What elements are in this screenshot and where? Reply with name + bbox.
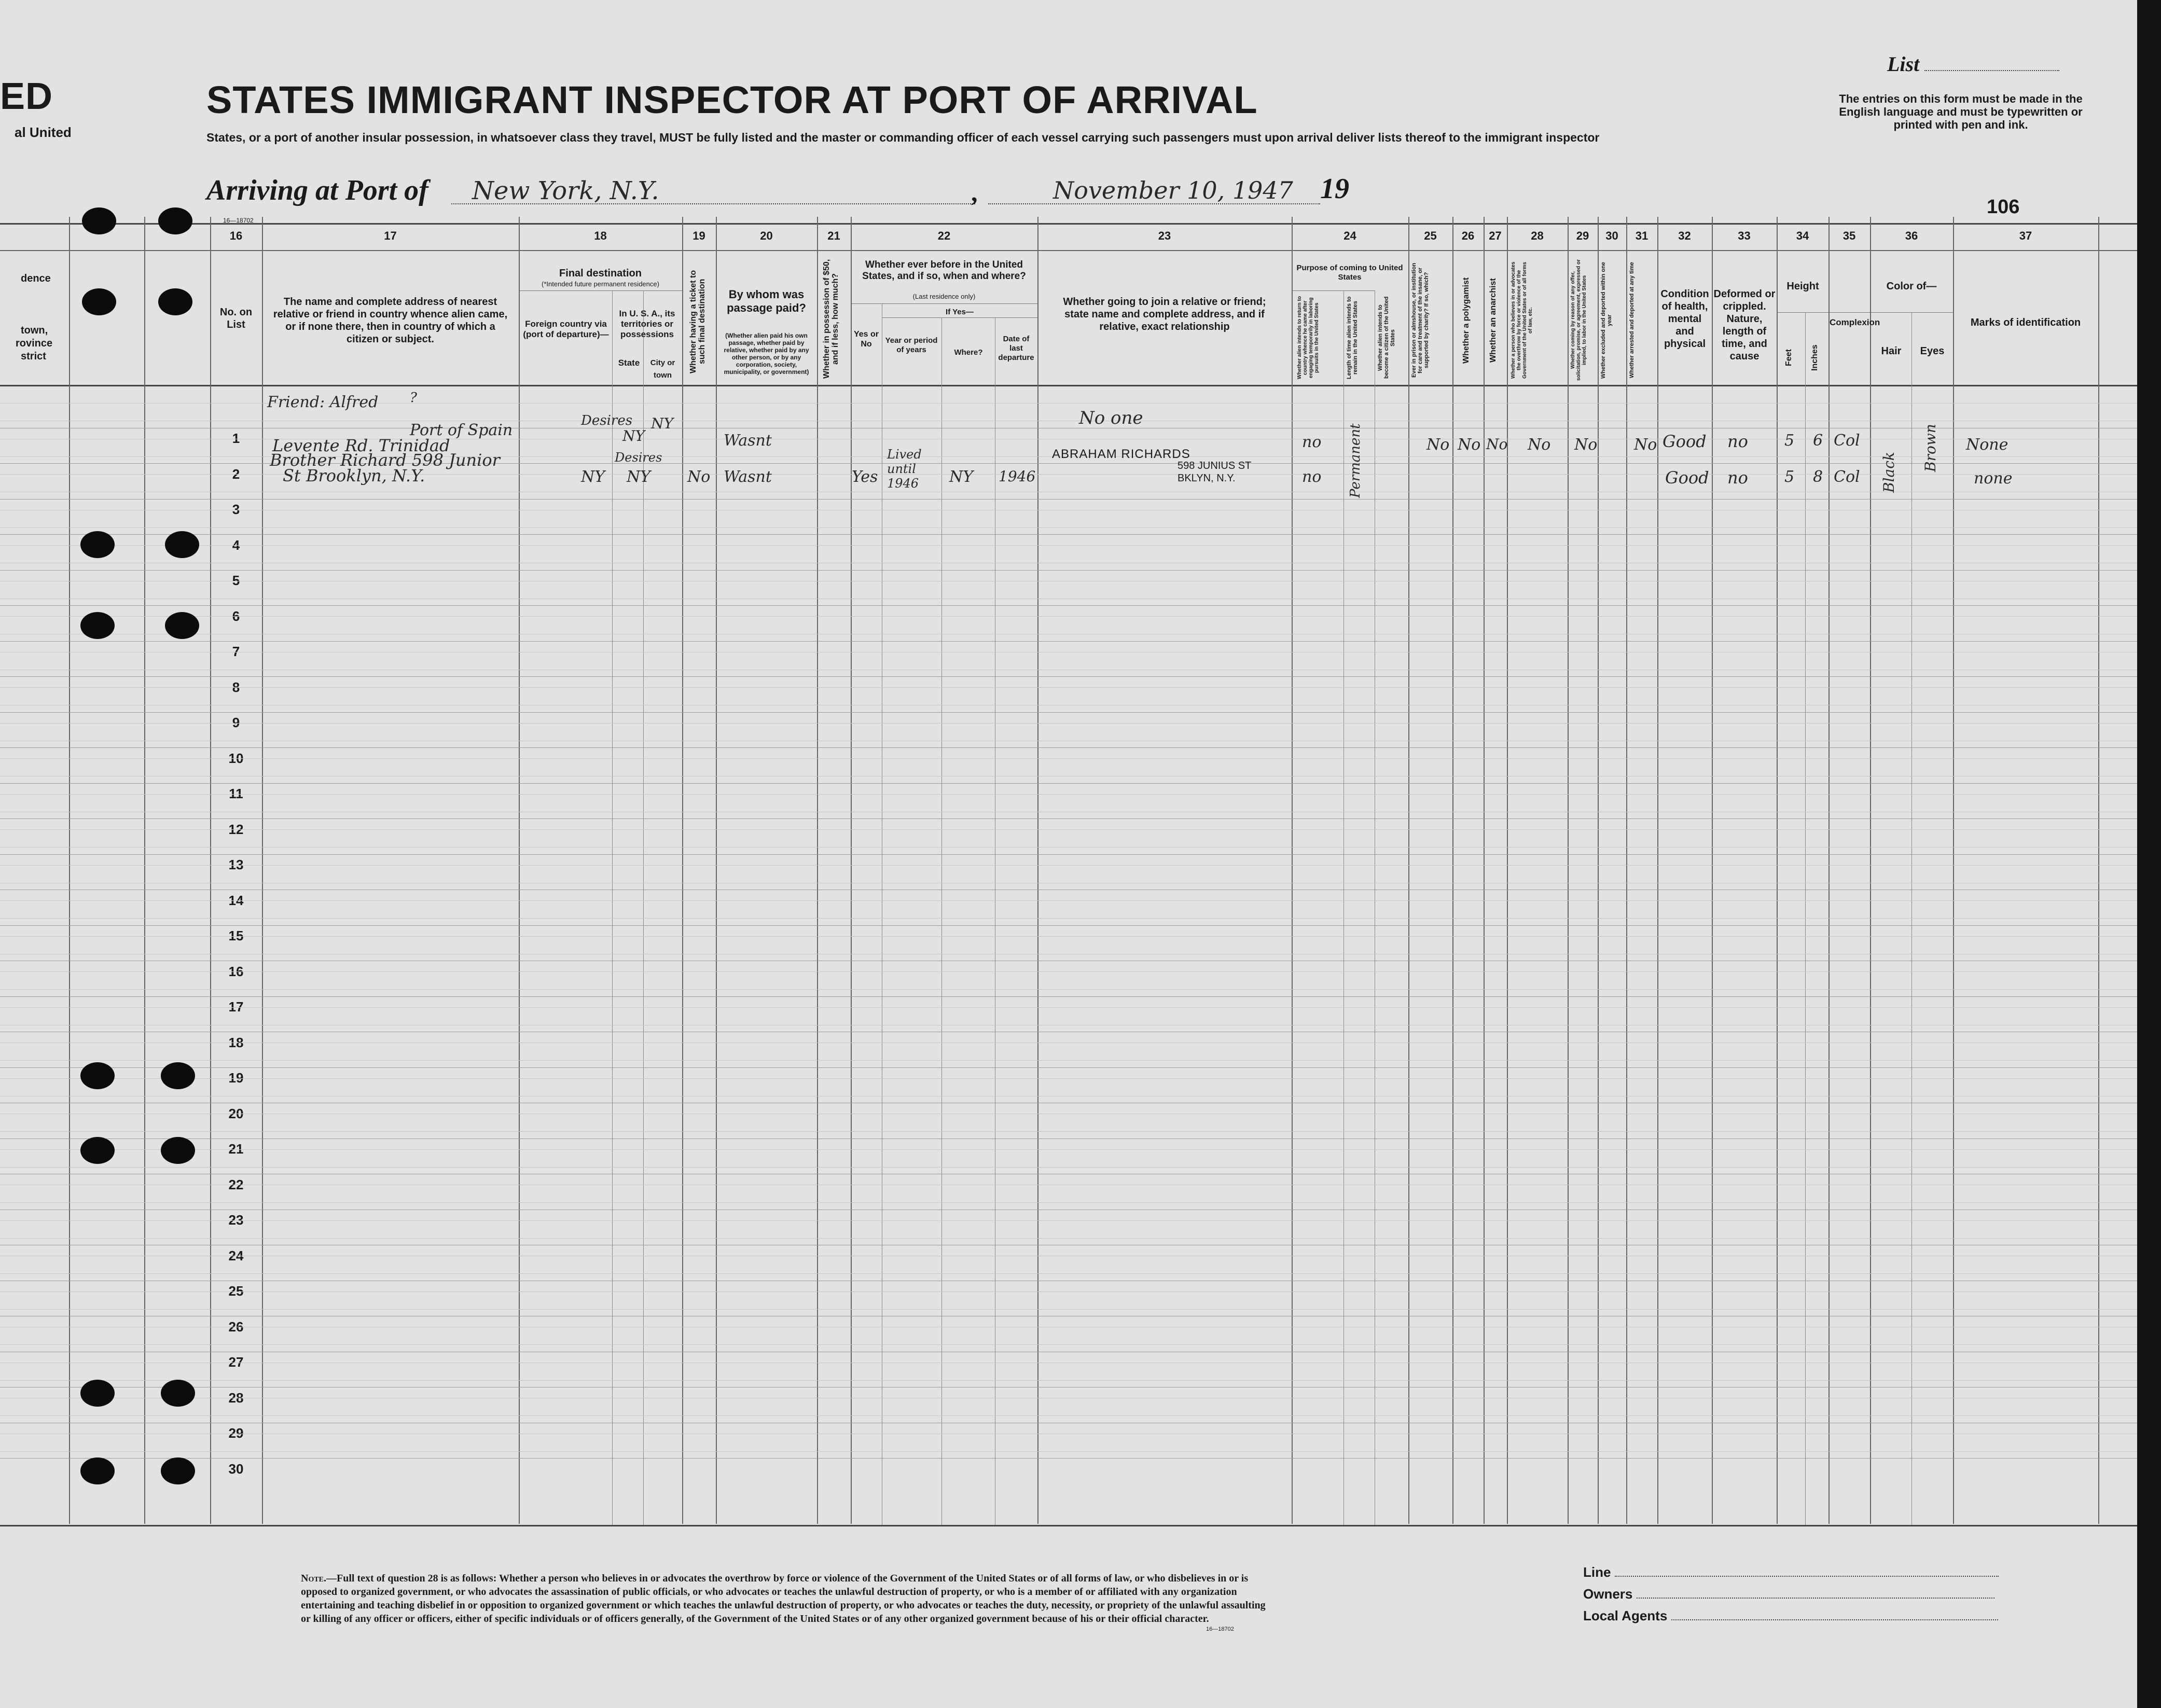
ruled-line bbox=[0, 936, 2137, 937]
year-prefix: 19 bbox=[1320, 173, 1349, 205]
vline bbox=[1343, 290, 1344, 1525]
header-excluded: Whether excluded and deported within one year bbox=[1600, 262, 1613, 379]
row-number: 20 bbox=[228, 1105, 244, 1121]
ruled-line bbox=[0, 616, 2137, 617]
footer-agents-label: Local Agents bbox=[1583, 1608, 1998, 1624]
header-marks: Marks of identification bbox=[1970, 317, 2081, 328]
row-number: 12 bbox=[228, 821, 244, 837]
ruled-line bbox=[0, 758, 2137, 759]
entry-row2-relative: Brother Richard 598 Junior bbox=[270, 450, 500, 470]
vline bbox=[1870, 217, 1871, 1524]
row-number: 29 bbox=[228, 1425, 244, 1441]
row-number: 25 bbox=[228, 1283, 244, 1299]
row-number: 28 bbox=[228, 1390, 244, 1406]
punch-hole bbox=[80, 531, 115, 558]
header-purpose: Purpose of coming to United States bbox=[1296, 263, 1403, 282]
vline bbox=[519, 217, 520, 1524]
header-where: Where? bbox=[954, 348, 983, 357]
header-usa-territories: In U. S. A., its territories or possessions bbox=[619, 309, 675, 339]
entry-row1-c29: No bbox=[1574, 436, 1598, 454]
entry-row1-complexion: Col bbox=[1834, 432, 1860, 450]
header-fifty-dollars: Whether in possession of $50, and if less, how much? bbox=[822, 259, 840, 379]
form-instructions: The entries on this form must be made in the English language and must be typewritten or printed with pen and ink. bbox=[1839, 92, 2083, 131]
col-num-37: 37 bbox=[2019, 229, 2032, 242]
header-complexion: Complexion bbox=[1830, 317, 1880, 327]
entry-row1-c26: No bbox=[1458, 436, 1481, 454]
col-num-22: 22 bbox=[937, 229, 951, 242]
entry-row1-c24a: no bbox=[1302, 433, 1322, 451]
row-number: 9 bbox=[232, 715, 240, 730]
col-num-28: 28 bbox=[1531, 229, 1544, 242]
punch-hole bbox=[80, 612, 115, 639]
row-rule bbox=[0, 712, 2137, 713]
punch-hole bbox=[158, 288, 192, 315]
entry-row1-feet: 5 bbox=[1784, 432, 1795, 450]
header-feet: Feet bbox=[1784, 349, 1793, 367]
footer-line-label: Line bbox=[1583, 1564, 1999, 1580]
row-rule bbox=[0, 1138, 2137, 1139]
table-top-border bbox=[0, 223, 2137, 225]
vline bbox=[1037, 217, 1038, 1524]
header-relative-address: The name and complete address of nearest relative or friend in country whence alien came, or if none there, then in country of which a citizen or subject. bbox=[273, 296, 508, 345]
punch-hole bbox=[80, 1062, 115, 1089]
vline bbox=[1953, 217, 1954, 1524]
row-number: 16 bbox=[228, 963, 244, 979]
ruled-line bbox=[0, 1131, 2137, 1132]
ruled-line bbox=[0, 545, 2137, 546]
left-fragment-header-2: town, bbox=[21, 325, 48, 336]
row-number: 6 bbox=[232, 608, 240, 624]
col-num-31: 31 bbox=[1635, 229, 1649, 242]
ruled-line bbox=[0, 1451, 2137, 1452]
ruled-line bbox=[0, 1415, 2137, 1416]
ruled-line bbox=[0, 794, 2137, 795]
row-rule bbox=[0, 676, 2137, 677]
entry-row2-complexion: Col bbox=[1834, 468, 1860, 486]
footer-note-label: Note. bbox=[301, 1573, 327, 1584]
ruled-line bbox=[0, 1078, 2137, 1079]
vline bbox=[1484, 217, 1485, 1524]
punch-hole bbox=[161, 1137, 195, 1164]
row-number: 21 bbox=[228, 1141, 244, 1157]
header-if-yes: If Yes— bbox=[946, 308, 974, 316]
vline bbox=[612, 290, 613, 1525]
row-number: 11 bbox=[229, 786, 243, 801]
col-num-16: 16 bbox=[229, 229, 243, 242]
row-number: 17 bbox=[228, 999, 244, 1015]
punch-hole bbox=[82, 288, 116, 315]
vline bbox=[144, 217, 145, 1524]
column-number-divider bbox=[0, 250, 2137, 251]
header-purpose-citizen: Whether alien intends to become a citizen of the United States bbox=[1377, 296, 1396, 379]
entry-row1-c27: No bbox=[1486, 436, 1508, 453]
ruled-line bbox=[0, 918, 2137, 919]
ruled-line bbox=[0, 1344, 2137, 1345]
ruled-line bbox=[0, 847, 2137, 848]
header-color-of: Color of— bbox=[1886, 281, 1937, 292]
entry-row2-date: 1946 bbox=[999, 468, 1036, 485]
form-title: STATES IMMIGRANT INSPECTOR AT PORT OF ARRIVAL bbox=[206, 78, 1258, 121]
row-number: 24 bbox=[228, 1247, 244, 1263]
vline bbox=[817, 217, 818, 1524]
row-number: 18 bbox=[228, 1034, 244, 1050]
vline bbox=[716, 217, 717, 1524]
header-foreign-country: Foreign country via (port of departure)— bbox=[523, 319, 609, 339]
header-left-fragment-sub: al United bbox=[15, 124, 72, 140]
entry-row2-c24b: Permanent bbox=[1348, 423, 1363, 498]
row-rule bbox=[0, 747, 2137, 748]
arriving-label: Arriving at Port of bbox=[206, 174, 428, 206]
entry-row2-state-note: Desires bbox=[615, 450, 662, 465]
header-join-relative: Whether going to join a relative or friend; state name and complete address, and if relative, exact relationship bbox=[1063, 296, 1266, 332]
col-num-34: 34 bbox=[1796, 229, 1809, 242]
entry-row1-relative: Levente Rd. Trinidad bbox=[272, 436, 450, 455]
header-polygamist: Whether a polygamist bbox=[1462, 277, 1471, 364]
vline bbox=[1777, 217, 1778, 1524]
entry-row1-join: No one bbox=[1079, 408, 1143, 428]
col-num-17: 17 bbox=[384, 229, 397, 242]
vline bbox=[1626, 217, 1627, 1524]
date-value: November 10, 1947 bbox=[1053, 176, 1293, 204]
ruled-line bbox=[0, 687, 2137, 688]
col-num-27: 27 bbox=[1489, 229, 1502, 242]
col-num-30: 30 bbox=[1605, 229, 1618, 242]
footer-note-text: —Full text of question 28 is as follows: Whether a person who believes in or advocates the overthrow by force or violence of the Government of the United States or of all forms of law, or who disbelieves in or is opposed to organized government, or who advocates the assassination of public officials, or who advocates or teaches the unlawful destruction of property, or who is a member of or affiliated with any organization entertaining and teaching disbelief in or opposition to organized government or which teaches the unlawful destruction of property, or who advocates or teaches the duty, necessity, or propriety of the unlawful assaulting or killing of any officer or officers, either of specific individuals or of officers generally, of the Government of the United States or of any other organized government because of his or their official character. bbox=[301, 1573, 1266, 1624]
row-number: 14 bbox=[228, 892, 244, 908]
row-number: 30 bbox=[228, 1461, 244, 1477]
entry-row2-hair: Black bbox=[1880, 452, 1897, 493]
row-number: 1 bbox=[232, 431, 240, 446]
vline bbox=[1657, 217, 1658, 1524]
page-number: 106 bbox=[1987, 196, 2020, 218]
entry-row2-marks: none bbox=[1974, 469, 2013, 488]
row-number: 3 bbox=[232, 502, 240, 517]
vline bbox=[1712, 217, 1713, 1524]
entry-row2-relative2: St Brooklyn, N.Y. bbox=[283, 466, 425, 485]
punch-hole bbox=[80, 1457, 115, 1484]
entry-row2-health: Good bbox=[1665, 468, 1709, 488]
row-number: 2 bbox=[232, 466, 240, 482]
header-left-fragment: ED bbox=[0, 76, 53, 117]
row-number: 23 bbox=[228, 1212, 244, 1228]
header-arrested: Whether arrested and deported at any time bbox=[1629, 262, 1635, 379]
entry-row1-above: Friend: Alfred bbox=[267, 393, 379, 411]
row-number: 22 bbox=[228, 1176, 244, 1192]
footer-owners-label: Owners bbox=[1583, 1586, 1994, 1602]
left-fragment-header-1: dence bbox=[21, 273, 51, 284]
vline bbox=[1828, 217, 1830, 1524]
header-purpose-length: Length of time alien intends to remain in the United States bbox=[1346, 296, 1359, 379]
entry-row2-years: Lived until 1946 bbox=[887, 447, 922, 491]
header-health: Condition of health, mental and physical bbox=[1660, 288, 1709, 350]
entry-row1-c25: No bbox=[1426, 436, 1450, 454]
row-number: 15 bbox=[228, 928, 244, 943]
header-passage-note: (Whether alien paid his own passage, whether paid by relative, whether paid by any other person, or by any corporation, society, municipality, or government) bbox=[724, 332, 809, 376]
vline bbox=[1598, 217, 1599, 1524]
port-comma: , bbox=[971, 178, 978, 207]
col-num-24: 24 bbox=[1343, 229, 1356, 242]
entry-row2-deformed: no bbox=[1727, 468, 1748, 488]
port-value: New York, N.Y. bbox=[472, 176, 659, 205]
ruled-line bbox=[0, 1167, 2137, 1168]
left-fragment-header-4: strict bbox=[21, 351, 46, 362]
row-number: 4 bbox=[232, 537, 240, 553]
entry-row2-where: NY bbox=[949, 468, 974, 486]
footer-note bbox=[301, 1572, 1276, 1626]
header-final-destination: Final destination bbox=[559, 268, 642, 279]
ruled-line bbox=[0, 1273, 2137, 1274]
row-rule bbox=[0, 783, 2137, 784]
ruled-line bbox=[0, 1238, 2137, 1239]
entry-row2-join-addr: 598 JUNIUS ST BKLYN, N.Y. bbox=[1178, 460, 1251, 484]
entry-row2-ticket: No bbox=[687, 468, 711, 486]
punch-hole bbox=[82, 207, 116, 234]
ruled-line bbox=[0, 971, 2137, 972]
entry-row1-state: Desires bbox=[581, 413, 633, 428]
header-year-period: Year or period of years bbox=[885, 336, 938, 354]
form-subtitle: States, or a port of another insular possession, in whatsoever class they travel, MUST be fully listed and the master or commanding officer of each vessel carrying such passengers must upon arrival deliver lists thereof to the immigrant inspector bbox=[206, 131, 1600, 144]
vline bbox=[1568, 217, 1569, 1524]
row-rule bbox=[0, 996, 2137, 997]
row-rule bbox=[0, 1458, 2137, 1459]
entry-row1-deformed: no bbox=[1727, 432, 1748, 451]
row-number: 27 bbox=[228, 1354, 244, 1370]
header-prison: Ever in prison or almshouse, or institution for care and treatment of the insane, or supported by charity? If so, which? bbox=[1411, 262, 1430, 378]
punch-hole bbox=[158, 207, 192, 234]
col-num-29: 29 bbox=[1576, 229, 1589, 242]
entry-row1-c28: No bbox=[1528, 436, 1551, 454]
entry-row2-join: ABRAHAM RICHARDS bbox=[1052, 447, 1190, 461]
punch-hole bbox=[161, 1457, 195, 1484]
entry-row2-city: NY bbox=[627, 468, 651, 486]
row-number: 19 bbox=[228, 1070, 244, 1086]
entry-row1-port: Port of Spain bbox=[410, 421, 513, 439]
col-num-25: 25 bbox=[1424, 229, 1437, 242]
ruled-line bbox=[0, 1309, 2137, 1310]
row-number: 13 bbox=[228, 857, 244, 872]
ruled-line bbox=[0, 900, 2137, 901]
punch-hole bbox=[161, 1380, 195, 1407]
header-eyes: Eyes bbox=[1920, 345, 1945, 357]
col-num-36: 36 bbox=[1905, 229, 1918, 242]
entry-row2-inches: 8 bbox=[1813, 468, 1823, 486]
c34-36-sub-line bbox=[1777, 312, 1953, 313]
col-num-23: 23 bbox=[1158, 229, 1171, 242]
row-rule bbox=[0, 605, 2137, 606]
punch-hole bbox=[80, 1137, 115, 1164]
header-state: State bbox=[618, 358, 640, 368]
row-number: 26 bbox=[228, 1318, 244, 1335]
entry-row1-marks: None bbox=[1966, 436, 2008, 454]
c24-sub-line bbox=[1292, 290, 1375, 291]
col-num-26: 26 bbox=[1461, 229, 1475, 242]
ruled-line bbox=[0, 1007, 2137, 1008]
row-rule bbox=[0, 1067, 2137, 1068]
entry-row1-inches: 6 bbox=[1813, 432, 1823, 450]
entry-row2-c24a: no bbox=[1302, 468, 1322, 486]
vline bbox=[1408, 217, 1409, 1524]
header-hair: Hair bbox=[1881, 345, 1902, 357]
ruled-line bbox=[0, 1380, 2137, 1381]
header-final-destination-note: (*Intended future permanent residence) bbox=[542, 280, 659, 288]
list-label: List bbox=[1887, 52, 2059, 76]
ruled-line bbox=[0, 1220, 2137, 1221]
vline bbox=[69, 217, 70, 1524]
entry-row1-c30: No bbox=[1634, 436, 1657, 454]
col-num-20: 20 bbox=[760, 229, 773, 242]
col-num-32: 32 bbox=[1678, 229, 1691, 242]
row-rule bbox=[0, 818, 2137, 819]
vline bbox=[851, 217, 852, 1524]
ruled-line bbox=[0, 1202, 2137, 1203]
ruled-line bbox=[0, 865, 2137, 866]
header-passage-paid: By whom was passage paid? bbox=[727, 288, 806, 314]
header-anarchist: Whether an anarchist bbox=[1489, 278, 1498, 363]
header-labor-offer: Whether coming by reason of any offer, solicitation, promise, or agreement, expressed or implied, to labor in the United States bbox=[1570, 259, 1587, 381]
row-rule bbox=[0, 641, 2137, 642]
ruled-line bbox=[0, 527, 2137, 528]
form-number-top: 16—18702 bbox=[223, 217, 254, 224]
entry-row1-city: NY bbox=[622, 427, 645, 445]
row-rule bbox=[0, 534, 2137, 535]
entry-row1-health: Good bbox=[1663, 432, 1707, 451]
row-number: 8 bbox=[232, 679, 240, 695]
entry-row2-yes: Yes bbox=[852, 468, 878, 486]
ruled-line bbox=[0, 1060, 2137, 1061]
header-ticket: Whether having a ticket to such final destination bbox=[689, 270, 707, 373]
col-num-35: 35 bbox=[1843, 229, 1856, 242]
row-rule bbox=[0, 925, 2137, 926]
header-height: Height bbox=[1786, 281, 1819, 292]
header-date-departure: Date of last departure bbox=[998, 335, 1034, 362]
header-before-note: (Last residence only) bbox=[912, 293, 976, 300]
row-number: 7 bbox=[232, 644, 240, 659]
col-num-18: 18 bbox=[594, 229, 607, 242]
punch-hole bbox=[165, 531, 199, 558]
c18-sub-line bbox=[519, 290, 682, 291]
ruled-line bbox=[0, 829, 2137, 830]
ruled-line bbox=[0, 989, 2137, 990]
header-before-in-us: Whether ever before in the United States, and if so, when and where? bbox=[862, 259, 1026, 282]
c22-sub-line bbox=[851, 303, 1037, 304]
left-fragment-header-3: rovince bbox=[16, 338, 53, 349]
col-num-33: 33 bbox=[1738, 229, 1751, 242]
vline bbox=[1292, 217, 1293, 1524]
punch-hole bbox=[161, 1062, 195, 1089]
header-overthrow: Whether a person who believes in or advocates the overthrow by force or violence of the Government of the United States or of all forms of law, etc. bbox=[1511, 261, 1533, 379]
vline bbox=[682, 217, 683, 1524]
ruled-line bbox=[0, 1149, 2137, 1150]
row-rule bbox=[0, 854, 2137, 855]
row-number: 5 bbox=[232, 573, 240, 588]
header-deformed: Deformed or crippled. Nature, length of time, and cause bbox=[1713, 288, 1776, 362]
vline bbox=[2098, 217, 2099, 1524]
row-number: 10 bbox=[228, 750, 244, 766]
entry-row1-state2: NY bbox=[651, 415, 673, 432]
header-no-on-list: No. on List bbox=[219, 307, 253, 330]
header-city: City or town bbox=[650, 358, 675, 380]
entry-row2-state: NY bbox=[581, 468, 605, 486]
table-bottom-border bbox=[0, 1525, 2137, 1526]
vline bbox=[1452, 217, 1453, 1524]
header-yes-or-no: Yes or No bbox=[853, 330, 879, 349]
ruled-line bbox=[0, 723, 2137, 724]
entry-row2-feet: 5 bbox=[1784, 468, 1795, 486]
entry-row2-eyes: Brown bbox=[1922, 424, 1939, 472]
row-rule bbox=[0, 570, 2137, 571]
header-bottom-border bbox=[0, 385, 2137, 386]
punch-hole bbox=[80, 1380, 115, 1407]
entry-row1-above-mark: ? bbox=[410, 390, 417, 406]
vline bbox=[1507, 217, 1508, 1524]
header-purpose-return: Whether alien intends to return to country whence he came after engaging temporarily in laboring pursuits in the United States bbox=[1297, 296, 1320, 380]
entry-row2-paid: Wasnt bbox=[724, 468, 772, 486]
footer-form-number: 16—18702 bbox=[1206, 1626, 1234, 1632]
header-inches: Inches bbox=[1810, 344, 1819, 371]
col-num-19: 19 bbox=[692, 229, 705, 242]
col-num-21: 21 bbox=[827, 229, 840, 242]
vline bbox=[262, 217, 263, 1524]
punch-hole bbox=[165, 612, 199, 639]
entry-row1-paid: Wasnt bbox=[724, 432, 772, 450]
